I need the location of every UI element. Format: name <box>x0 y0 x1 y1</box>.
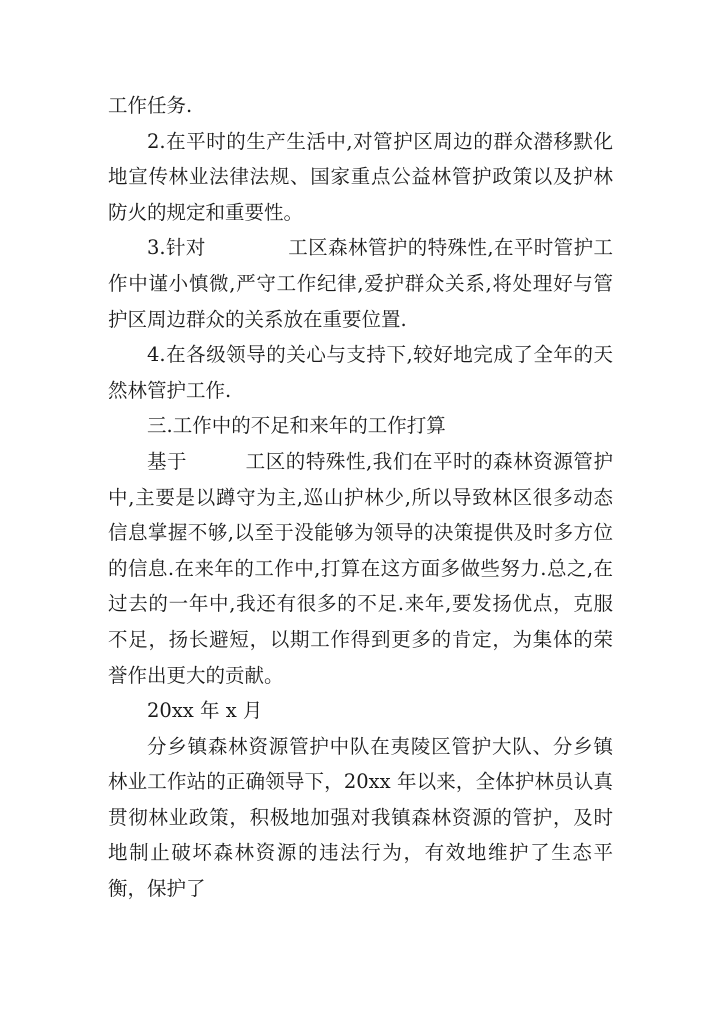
paragraph-intro: 分乡镇森林资源管护中队在夷陵区管护大队、分乡镇林业工作站的正确领导下，20xx 年以来，全体护林员认真贯彻林业政策，积极地加强对我镇森林资源的管护，及时地制止破坏森林资源的违法行为，有效地维护了生态平衡，保护了 <box>108 734 613 901</box>
paragraph-shortcomings <box>108 444 613 693</box>
date-line: 20xx 年 x 月 <box>147 699 263 723</box>
paragraph-shortcomings-lead: 基于 <box>147 449 188 473</box>
paragraph-item-3 <box>108 230 613 337</box>
section-heading: 三.工作中的不足和来年的工作打算 <box>147 414 446 438</box>
paragraph-shortcomings-rest: 工区的特殊性,我们在平时的森林资源管护中,主要是以蹲守为主,巡山护林少,所以导致林区很多动态信息掌握不够,以至于没能够为领导的决策提供及时多方位的信息.在来年的工作中,打算在这方面多做些努力.总之,在过去的一年中,我还有很多的不足.来年,要发扬优点，克服不足，扬长避短，以期工作得到更多的肯定，为集体的荣誉作出更大的贡献。 <box>108 449 613 687</box>
document-body <box>108 88 613 907</box>
paragraph-item-2: 2.在平时的生产生活中,对管护区周边的群众潜移默化地宣传林业法律法规、国家重点公益林管护政策以及护林防火的规定和重要性。 <box>108 129 613 224</box>
paragraph-item-4: 4.在各级领导的关心与支持下,较好地完成了全年的天然林管护工作. <box>108 343 613 402</box>
paragraph-item-3-rest: 工区森林管护的特殊性,在平时管护工作中谨小慎微,严守工作纪律,爱护群众关系,将处理好与管护区周边群众的关系放在重要位置. <box>108 236 614 331</box>
paragraph-continuation: 工作任务. <box>108 94 193 117</box>
paragraph-item-3-lead: 3.针对 <box>147 236 206 260</box>
